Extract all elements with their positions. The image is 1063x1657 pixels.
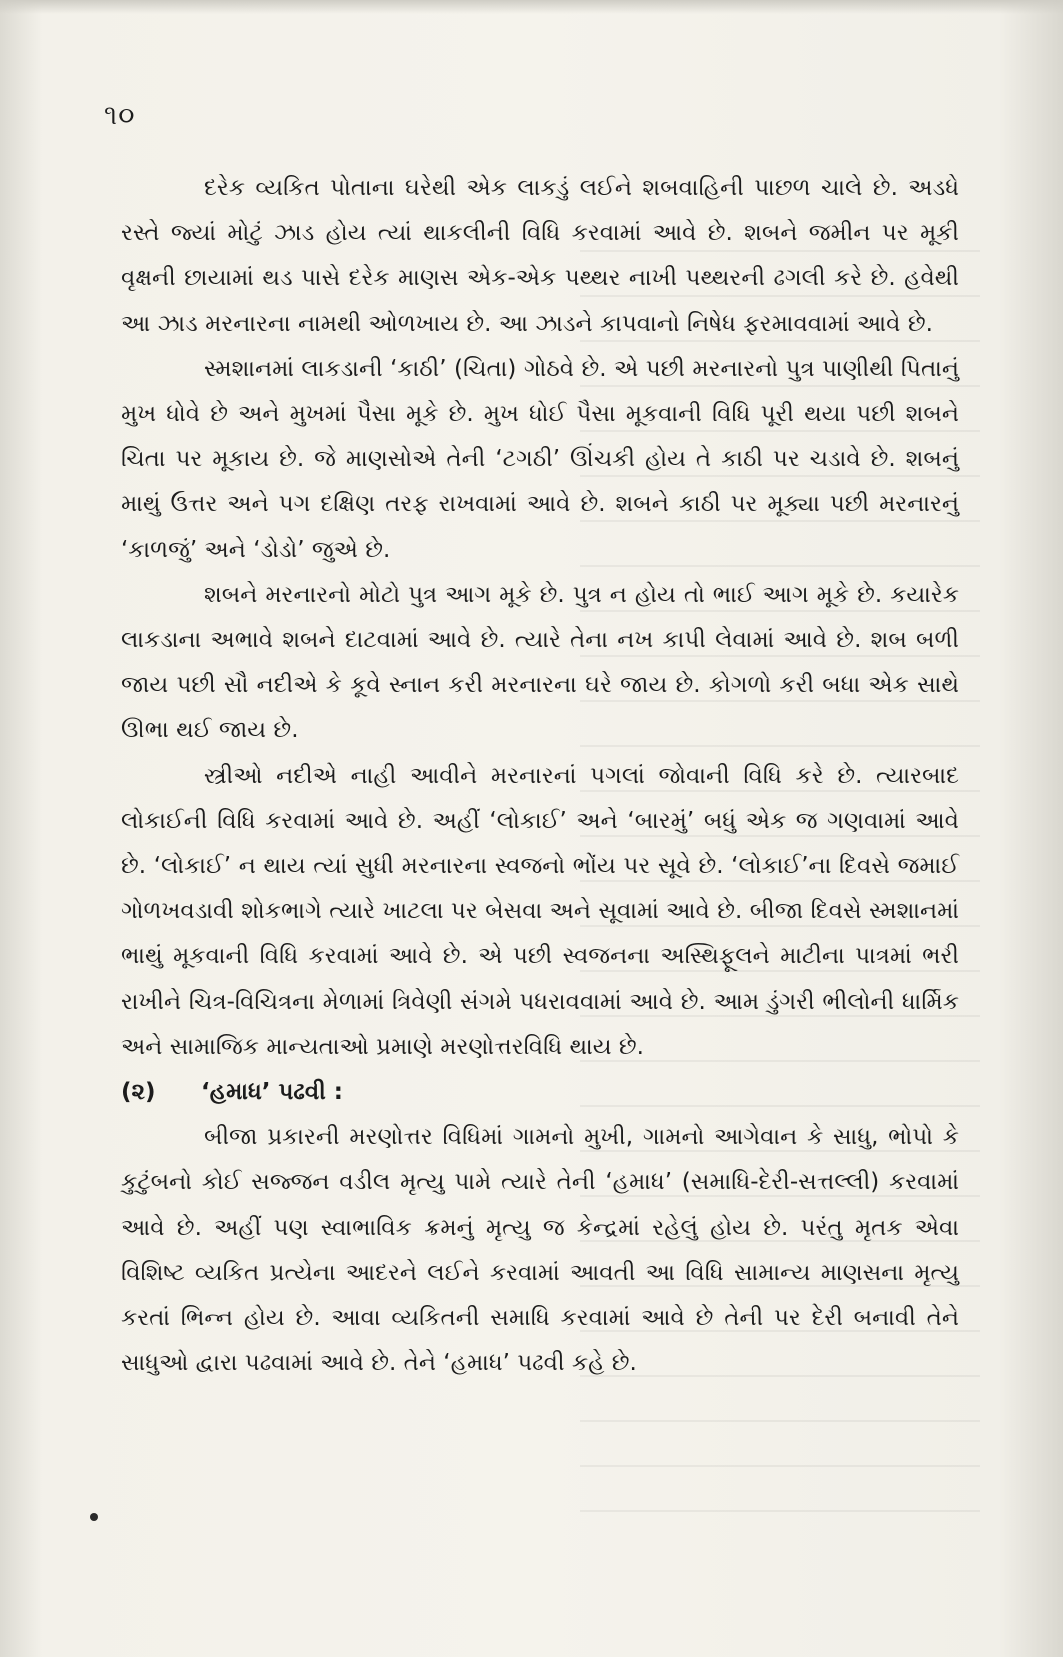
body-text	[121, 166, 959, 1386]
page-top-edge	[0, 0, 1063, 14]
paragraph-hamadh: બીજા પ્રકારની મરણોત્તર વિધિમાં ગામનો મુખી, ગામનો આગેવાન કે સાધુ, ભોપો કે કુટુંબનો કોઈ સજ્જન વડીલ મૃત્યુ પામે ત્યારે તેની ‘હમાધ’ (સમાધિ-દેરી-સત્તલ્લી) કરવામાં આવે છે. અહીં પણ સ્વાભાવિક ક્રમનું મૃત્યુ જ કેન્દ્રમાં રહેલું હોય છે. પરંતુ મૃતક એવા વિશિષ્ટ વ્યકિત પ્રત્યેના આદરને લઈને કરવામાં આવતી આ વિધિ સામાન્ય માણસના મૃત્યુ કરતાં ભિન્ન હોય છે. આવા વ્યકિતની સમાધિ કરવામાં આવે છે તેની પર દેરી બનાવી તેને સાધુઓ દ્વારા પઢવામાં આવે છે. તેને ‘હમાધ’ પઢવી કહે છે.	[121, 1124, 959, 1377]
paragraph-lokai-rites: સ્ત્રીઓ નદીએ નાહી આવીને મરનારનાં પગલાં જોવાની વિધિ કરે છે. ત્યારબાદ લોકાઈની વિધિ કરવામાં આવે છે. અહીં ‘લોકાઈ’ અને ‘બારમું’ બધું એક જ ગણવામાં આવે છે. ‘લોકાઈ’ ન થાય ત્યાં સુધી મરનારના સ્વજનો ભોંય પર સૂવે છે. ‘લોકાઈ’ના દિવસે જમાઈ ગોળખવડાવી શોકભાગે ત્યારે ખાટલા પર બેસવા અને સૂવામાં આવે છે. બીજા દિવસે સ્મશાનમાં ભાથું મૂકવાની વિધિ કરવામાં આવે છે. એ પછી સ્વજનના અસ્થિફૂલને માટીના પાત્રમાં ભરી રાખીને ચિત્ર-વિચિત્રના મેળામાં ત્રિવેણી સંગમે પધરાવવામાં આવે છે. આમ ડુંગરી ભીલોની ધાર્મિક અને સામાજિક માન્યતાઓ પ્રમાણે મરણોત્તરવિધિ થાય છે.	[121, 762, 959, 1060]
margin-dot-mark	[90, 1513, 98, 1521]
page-number: ૧૦	[104, 100, 136, 131]
paragraph-funeral-procession: દરેક વ્યકિત પોતાના ઘરેથી એક લાકડું લઈને શબવાહિની પાછળ ચાલે છે. અડધે રસ્તે જ્યાં મોટું ઝાડ હોય ત્યાં થાકલીની વિધિ કરવામાં આવે છે. શબને જમીન પર મૂકી વૃક્ષની છાયામાં થડ પાસે દરેક માણસ એક-એક પથ્થર નાખી પથ્થરની ઢગલી કરે છે. હવેથી આ ઝાડ મરનારના નામથી ઓળખાય છે. આ ઝાડને કાપવાનો નિષેધ ફરમાવવામાં આવે છે.	[121, 175, 959, 337]
paragraph-pyre: સ્મશાનમાં લાકડાની ‘કાઠી’ (ચિતા) ગોઠવે છે. એ પછી મરનારનો પુત્ર પાણીથી પિતાનું મુખ ધોવે છે અને મુખમાં પૈસા મૂકે છે. મુખ ધોઈ પૈસા મૂકવાની વિધિ પૂરી થયા પછી શબને ચિતા પર મૂકાય છે. જે માણસોએ તેની ‘ટગઠી’ ઊંચકી હોય તે કાઠી પર ચડાવે છે. શબનું માથું ઉત્તર અને પગ દક્ષિણ તરફ રાખવામાં આવે છે. શબને કાઠી પર મૂક્યા પછી મરનારનું ‘કાળજું’ અને ‘ડોડો’ જુએ છે.	[121, 355, 959, 563]
section-title: ‘હમાધ’ પઢવી :	[201, 1079, 343, 1106]
section-number: (૨)	[121, 1079, 156, 1106]
paragraph-cremation: શબને મરનારનો મોટો પુત્ર આગ મૂકે છે. પુત્ર ન હોય તો ભાઈ આગ મૂકે છે. કયારેક લાકડાના અભાવે શબને દાટવામાં આવે છે. ત્યારે તેના નખ કાપી લેવામાં આવે છે. શબ બળી જાય પછી સૌ નદીએ કે કૂવે સ્નાન કરી મરનારના ઘરે જાય છે. કોગળો કરી બધા એક સાથે ઊભા થઈ જાય છે.	[121, 581, 959, 744]
section-heading	[121, 1070, 959, 1115]
